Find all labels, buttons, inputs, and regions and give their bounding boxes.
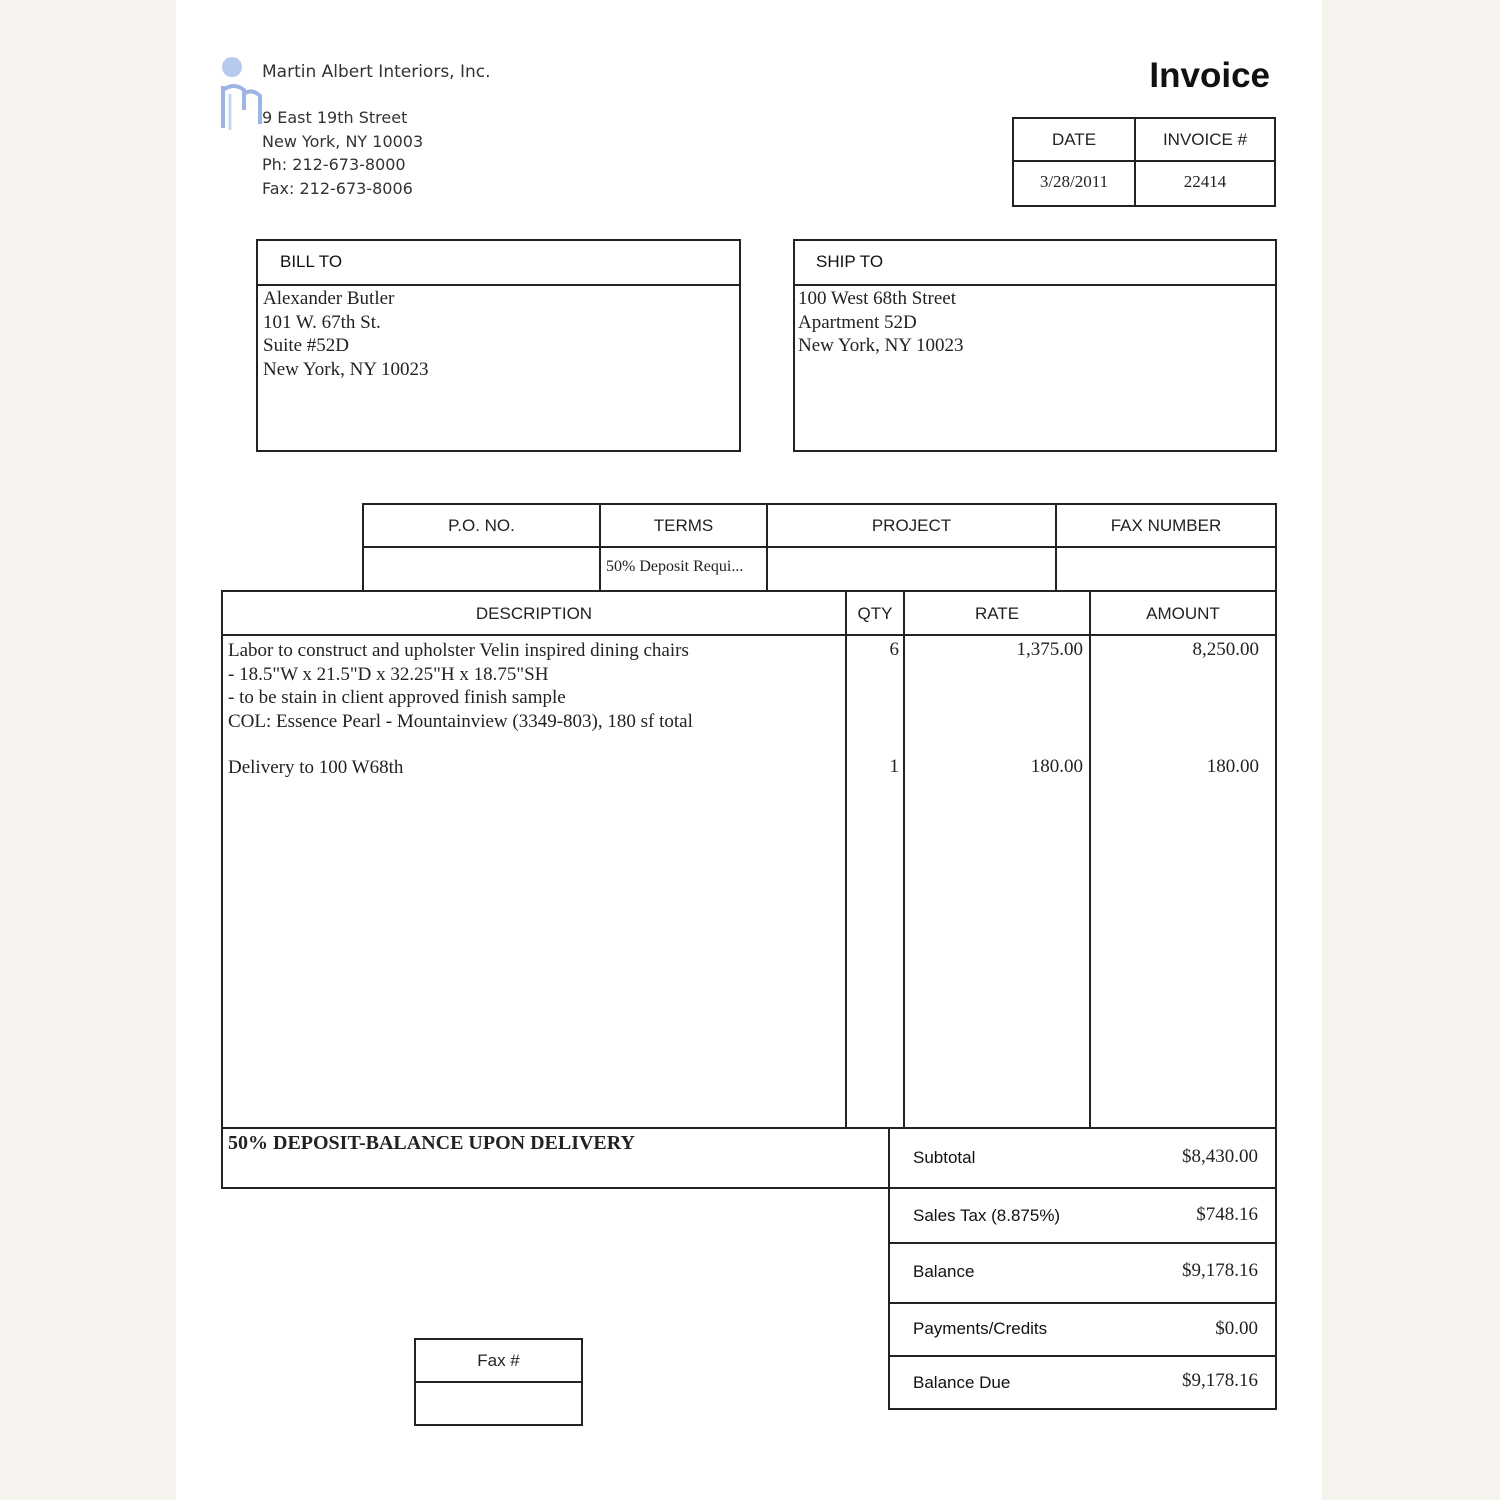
description-line: - 18.5"W x 21.5"D x 32.25"H x 18.75"SH xyxy=(228,663,549,685)
company-name: Martin Albert Interiors, Inc. xyxy=(262,62,491,82)
description-line: Labor to construct and upholster Velin inspired dining chairs xyxy=(228,640,689,661)
ship-to-label: SHIP TO xyxy=(816,252,884,271)
address-line: Ph: 212-673-8000 xyxy=(262,155,406,174)
address-line: Fax: 212-673-8006 xyxy=(262,178,413,198)
invoice-title: Invoice xyxy=(1149,56,1270,95)
footer-note: 50% DEPOSIT-BALANCE UPON DELIVERY xyxy=(228,1132,635,1154)
line-item-description xyxy=(228,639,693,733)
fax-box-label: Fax # xyxy=(477,1351,520,1370)
invoice-number-label: INVOICE # xyxy=(1162,130,1248,149)
line-item-qty: 6 xyxy=(889,639,899,660)
bill-to-line: Alexander Butler xyxy=(263,288,395,309)
line-item-rate: 1,375.00 xyxy=(1016,639,1083,660)
ship-to-line: Apartment 52D xyxy=(798,311,917,333)
invoice-page xyxy=(176,0,1322,1500)
description-line: Delivery to 100 W68th xyxy=(228,757,404,778)
payments-credits-value: $0.00 xyxy=(1215,1318,1258,1339)
description-line: - to be stain in client approved finish sample xyxy=(228,687,566,708)
amount-header: AMOUNT xyxy=(1146,604,1220,623)
company-address xyxy=(262,106,423,200)
line-item-amount: 180.00 xyxy=(1206,756,1259,777)
balance-value: $9,178.16 xyxy=(1182,1260,1258,1281)
description-header: DESCRIPTION xyxy=(475,604,593,623)
po-number-header: P.O. NO. xyxy=(448,516,515,535)
bill-to-line: 101 W. 67th St. xyxy=(263,311,381,333)
description-line: COL: Essence Pearl - Mountainview (3349-803), 180 sf total xyxy=(228,710,693,732)
subtotal-value: $8,430.00 xyxy=(1182,1146,1258,1167)
balance-label: Balance xyxy=(913,1262,975,1281)
line-item-amount: 8,250.00 xyxy=(1192,639,1259,660)
project-header: PROJECT xyxy=(871,516,952,535)
invoice-date: 3/28/2011 xyxy=(1039,172,1109,191)
date-label: DATE xyxy=(1051,130,1097,149)
line-item-rate: 180.00 xyxy=(1030,756,1083,777)
bill-to-label: BILL TO xyxy=(280,252,343,271)
company-logo-icon xyxy=(220,54,266,134)
terms-header: TERMS xyxy=(653,516,714,535)
sales-tax-label: Sales Tax (8.875%) xyxy=(913,1206,1061,1225)
line-item-description xyxy=(228,756,403,780)
rate-header: RATE xyxy=(974,604,1020,623)
ship-to-line: New York, NY 10023 xyxy=(798,335,964,356)
bill-to-line: Suite #52D xyxy=(263,335,350,356)
ship-to-address xyxy=(798,287,964,358)
fax-number-header: FAX NUMBER xyxy=(1110,516,1222,535)
subtotal-label: Subtotal xyxy=(913,1148,976,1167)
bill-to-address xyxy=(263,287,429,381)
balance-due-label: Balance Due xyxy=(913,1373,1011,1392)
balance-due-value: $9,178.16 xyxy=(1182,1370,1258,1391)
address-line: New York, NY 10003 xyxy=(262,131,424,151)
invoice-number: 22414 xyxy=(1183,172,1227,191)
ship-to-line: 100 West 68th Street xyxy=(798,288,957,309)
terms-value: 50% Deposit Requi... xyxy=(606,558,744,575)
sales-tax-value: $748.16 xyxy=(1196,1204,1258,1225)
payments-credits-label: Payments/Credits xyxy=(913,1319,1048,1338)
line-item-qty: 1 xyxy=(889,756,899,777)
address-line: 9 East 19th Street xyxy=(262,108,408,127)
qty-header: QTY xyxy=(857,604,893,623)
bill-to-line: New York, NY 10023 xyxy=(263,358,429,380)
